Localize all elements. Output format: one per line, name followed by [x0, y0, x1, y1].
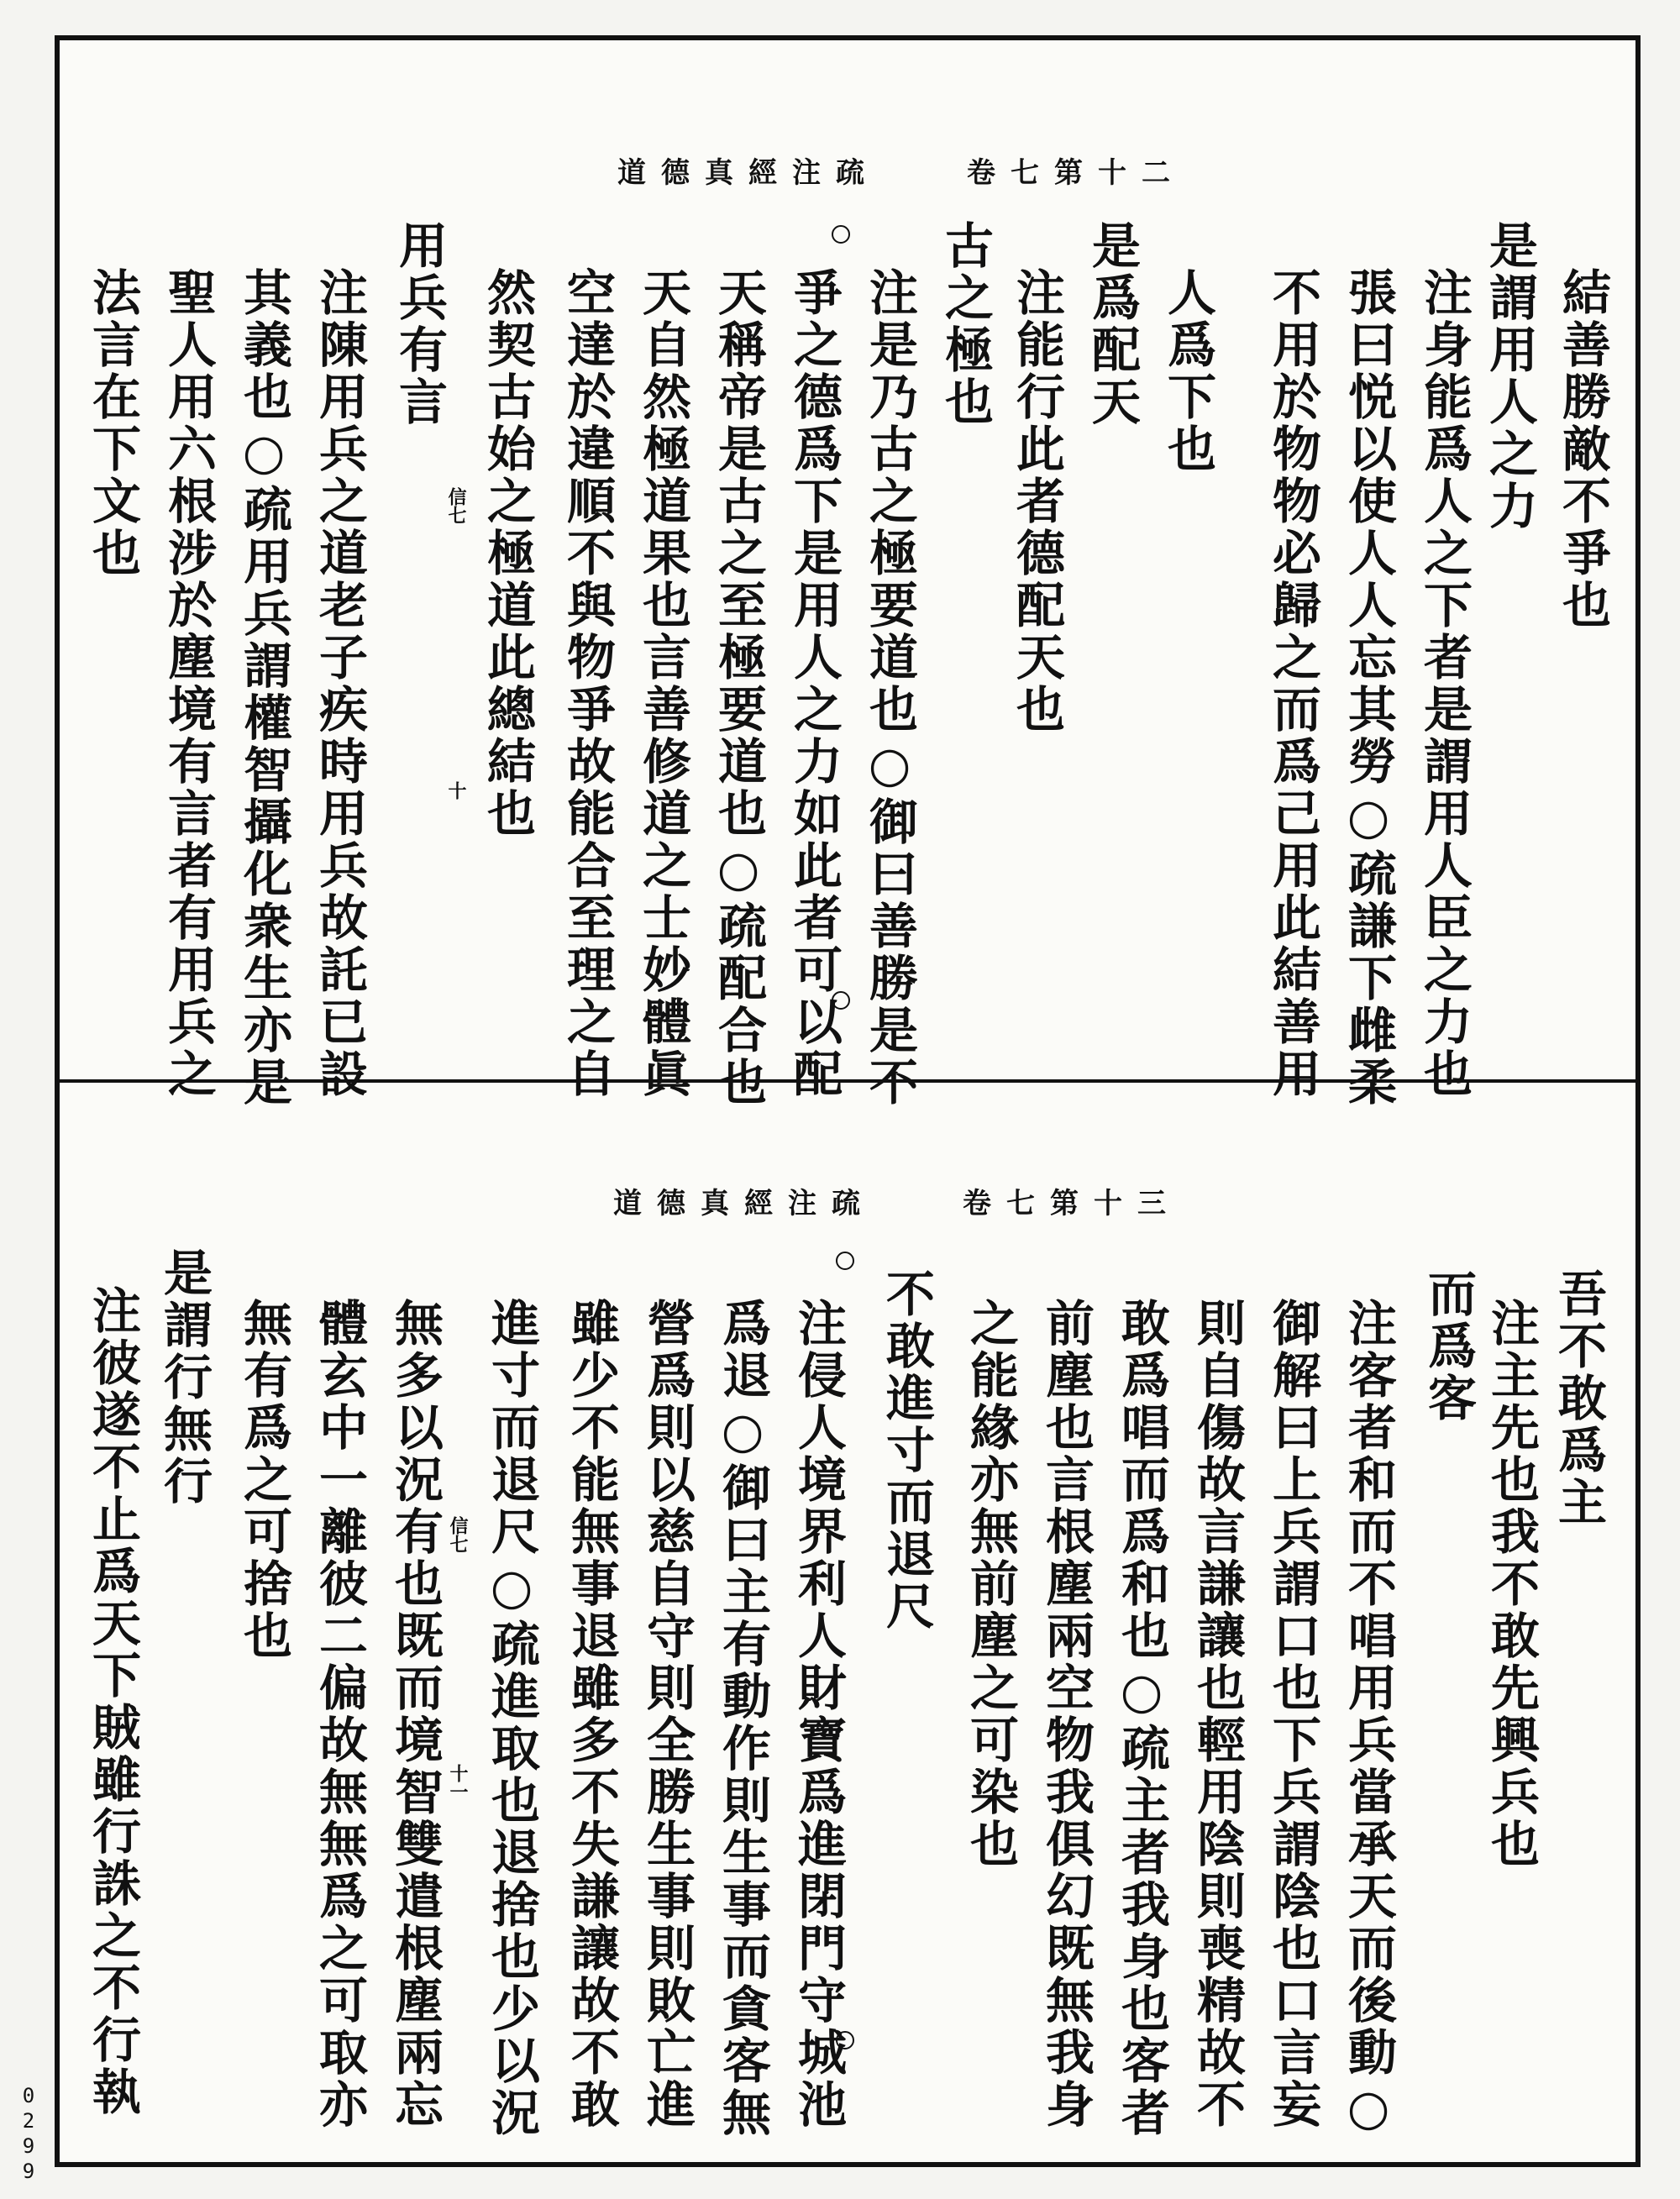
top-col-17: 注陳用兵之道老子疾時用兵故託已設	[311, 267, 368, 1100]
top-col-14: 空達於違順不與物爭故能合至理之自	[559, 267, 616, 1100]
page-number: 0299	[22, 2084, 35, 2183]
bottom-col-17: 體玄中一離彼二偏故無無爲之可取亦	[311, 1298, 368, 2131]
bottom-col-10: 不敢進寸而退尺	[878, 1268, 935, 1633]
bottom-margin-number: 十一	[447, 1764, 469, 1801]
bottom-col-2: 注主先也我不敢先興兵也	[1483, 1298, 1540, 1871]
circle-mark	[836, 1252, 854, 1270]
bottom-col-12: 爲退○御曰主有動作則生事而貪客無	[714, 1298, 771, 2139]
top-col-3: 張曰悦以使人人忘其勞○疏謙下雌柔	[1340, 267, 1397, 1109]
bottom-col-5: 御解曰上兵謂口也下兵謂陰也口言妄	[1264, 1298, 1321, 2131]
bottom-col-3: 而爲客	[1420, 1268, 1477, 1425]
top-col-5: 是謂用人之力	[1481, 220, 1538, 533]
bottom-col-7: 敢爲唱而爲和也○疏主者我身也客者	[1113, 1298, 1170, 2139]
top-col-20: 法言在下文也	[84, 267, 141, 580]
bottom-col-20: 注彼遂不止爲天下賊雖行誅之不行執	[84, 1285, 141, 2118]
bottom-col-4: 注客者和而不唱用兵當承天而後動○	[1340, 1298, 1397, 2139]
top-margin-note: 信七	[445, 487, 467, 524]
top-col-7: 是爲配天	[1084, 220, 1141, 428]
bottom-header: 道德真經注疏 卷七第十三	[613, 1187, 1181, 1220]
bottom-col-9: 之能緣亦無前塵之可染也	[962, 1298, 1019, 1871]
bottom-col-19: 是謂行無行	[155, 1247, 213, 1508]
top-col-8: 注能行此者德配天也	[1008, 267, 1065, 736]
bottom-col-13: 營爲則以慈自守則全勝生事則敗亡進	[638, 1298, 696, 2131]
top-col-16: 用兵有言	[391, 220, 448, 428]
top-col-10: 注是乃古之極要道也○御曰善勝是不	[861, 267, 918, 1109]
circle-mark	[832, 991, 850, 1010]
bottom-col-18: 無有爲之可捨也	[235, 1298, 292, 1662]
bottom-col-11: 注侵人境界利人財寶爲進閉門守城池	[790, 1298, 847, 2131]
top-col-1: 結善勝敵不爭也	[1554, 267, 1611, 632]
top-col-2: 注身能爲人之下者是謂用人臣之力也	[1415, 267, 1473, 1100]
bottom-col-14: 雖少不能無事退雖多不失謙讓故不敢	[563, 1298, 620, 2131]
top-col-4: 不用於物物必歸之而爲己用此結善用	[1264, 267, 1321, 1100]
panel-divider	[55, 1079, 1641, 1083]
top-col-6: 人爲下也	[1159, 267, 1216, 475]
circle-mark	[836, 2031, 854, 2049]
top-col-12: 天稱帝是古之至極要道也○疏配合也	[710, 267, 767, 1109]
page-frame	[55, 35, 1641, 2167]
top-col-18: 其義也○疏用兵謂權智攝化衆生亦是	[235, 267, 292, 1109]
top-col-9: 古之極也	[937, 220, 994, 428]
circle-mark	[832, 225, 850, 244]
bottom-margin-note: 信七	[447, 1516, 469, 1553]
bottom-col-16: 無多以況有也既而境智雙遣根塵兩忘	[386, 1298, 444, 2131]
top-col-19: 聖人用六根涉於塵境有言者有用兵之	[160, 267, 217, 1100]
top-col-11: 爭之德爲下是用人之力如此者可以配	[785, 267, 843, 1100]
top-header: 道德真經注疏 卷七第十二	[617, 156, 1185, 190]
top-col-13: 天自然極道果也言善修道之士妙體眞	[634, 267, 691, 1100]
bottom-col-8: 前塵也言根塵兩空物我俱幻既無我身	[1037, 1298, 1095, 2131]
bottom-col-15: 進寸而退尺○疏進取也退捨也少以況	[483, 1298, 540, 2139]
top-margin-number: 十	[445, 781, 467, 800]
top-col-15: 然契古始之極道此總結也	[479, 267, 536, 840]
bottom-col-1: 吾不敢爲主	[1550, 1268, 1607, 1529]
bottom-col-6: 則自傷故言謙讓也輕用陰則喪精故不	[1189, 1298, 1246, 2131]
